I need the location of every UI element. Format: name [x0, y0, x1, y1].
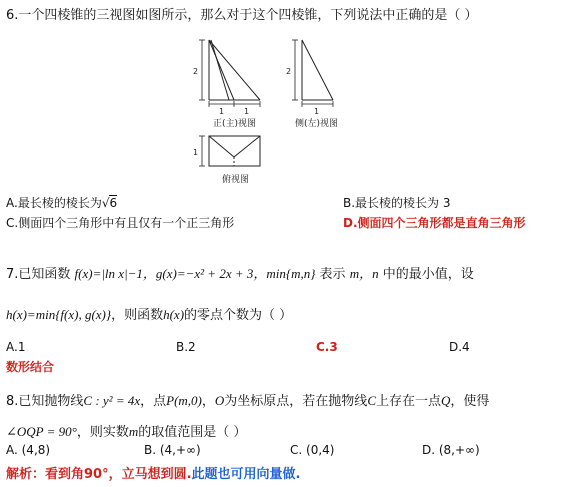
- top-dim-1: 1: [193, 148, 199, 157]
- q6-option-b: B.最长棱的棱长为 3: [343, 196, 451, 210]
- front-view: [199, 40, 260, 107]
- q7-option-a: A.1: [6, 340, 26, 354]
- q8-text-f: ，使得: [450, 394, 490, 409]
- q6-stem: 6.一个四棱锥的三视图如图所示，那么对于这个四棱锥，下列说法中正确的是（ ）: [6, 8, 478, 23]
- q7-text-e: 的零点个数为（ ）: [184, 308, 293, 323]
- q8-analysis: [6, 463, 300, 482]
- front-dim-1b: 1: [244, 107, 250, 116]
- q8-option-d: D. (8,+∞): [422, 443, 480, 457]
- front-dim-2: 2: [193, 67, 199, 76]
- top-view-label: 俯视图: [222, 175, 250, 185]
- front-dim-1a: 1: [219, 107, 225, 116]
- q8-text-a: 8.已知抛物线: [6, 394, 84, 409]
- q8-text-b: ，点: [140, 394, 167, 409]
- q7-line2: [6, 304, 292, 323]
- q8-line1: [6, 390, 489, 409]
- top-view: [199, 136, 260, 166]
- q8-analysis-red: 解析：看到角90°，立马想到圆.: [6, 467, 192, 482]
- q6-option-d: D.侧面四个三角形都是直角三角形: [343, 216, 526, 230]
- q7-note: 数形结合: [6, 360, 55, 374]
- q8-text-c: ，: [201, 394, 215, 409]
- q8-parabola: C : y² = 4x: [83, 393, 141, 408]
- side-view-label: 侧(左)视图: [295, 119, 339, 129]
- q8-text-g: ，则实数: [76, 425, 129, 440]
- front-view-label: 正(主)视图: [213, 119, 257, 129]
- q8-text-e: 上存在一点: [375, 394, 441, 409]
- q7-option-c: C.3: [316, 340, 338, 354]
- q7-line1: [6, 263, 474, 282]
- q7-option-b: B.2: [176, 340, 196, 354]
- q6-option-c: C.侧面四个三角形中有且仅有一个正三角形: [6, 216, 235, 230]
- q8-analysis-blue: 此题也可用向量做.: [191, 467, 301, 482]
- q7-hx-def: h(x)=min{f(x), g(x)}: [6, 307, 112, 322]
- q8-option-b: B. (4,+∞): [144, 443, 201, 457]
- q6-option-a: [6, 194, 117, 211]
- q8-angle: ∠OQP = 90°: [6, 424, 77, 439]
- q8-origin: O: [214, 393, 225, 408]
- side-dim-1: 1: [314, 107, 320, 116]
- q7-text-c: 中的最小值，设: [382, 267, 474, 282]
- q7-option-d: D.4: [449, 340, 470, 354]
- q7-hx: h(x): [163, 307, 185, 322]
- q8-curve-c: C: [367, 393, 376, 408]
- q6-option-a-radicand: 6: [109, 196, 118, 210]
- q8-m: m: [128, 424, 139, 439]
- q7-mn: m，n: [349, 266, 379, 281]
- q6-option-a-text: A.最长棱的棱长为: [6, 196, 102, 210]
- q8-point-q: Q: [441, 393, 451, 408]
- q7-text-b: 表示: [319, 267, 346, 282]
- q8-option-c: C. (0,4): [290, 443, 335, 457]
- q8-option-a: A. (4,8): [6, 443, 51, 457]
- q8-text-h: 的取值范围是（ ）: [138, 425, 247, 440]
- side-dim-2: 2: [286, 67, 292, 76]
- side-view: [292, 40, 333, 107]
- q8-point-p: P(m,0): [166, 393, 202, 408]
- q7-functions: f(x)=|ln x|−1，g(x)=−x² + 2x + 3，min{m,n}: [74, 266, 316, 281]
- q7-text-d: ，则函数: [111, 308, 164, 323]
- q8-text-d: 为坐标原点，若在抛物线: [224, 394, 368, 409]
- q7-text-a: 7.已知函数: [6, 267, 71, 282]
- sqrt-sign: √: [101, 196, 110, 210]
- q8-line2: [6, 421, 246, 440]
